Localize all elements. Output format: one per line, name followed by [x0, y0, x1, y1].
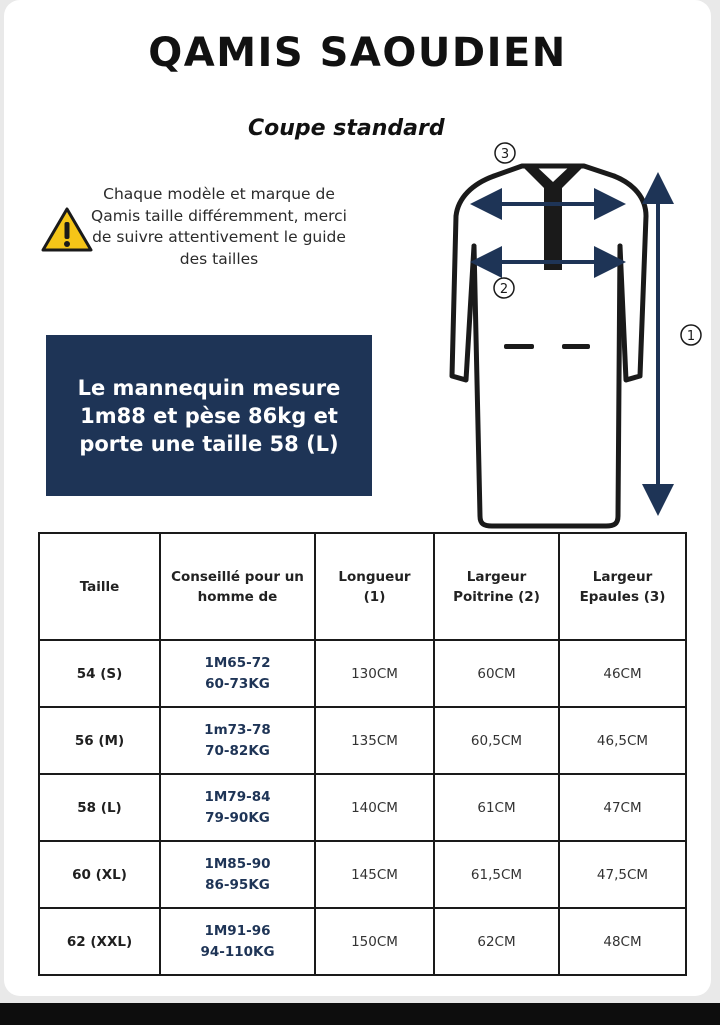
chest-cell: 61CM	[434, 774, 559, 841]
length-cell: 135CM	[315, 707, 434, 774]
sizing-notice: Chaque modèle et marque de Qamis taille différemment, merci de suivre attentivement le guide des tailles	[91, 185, 347, 268]
pocket-right-line	[562, 344, 590, 349]
page-title: QAMIS SAOUDIEN	[148, 30, 567, 76]
shoulders-cell: 47,5CM	[559, 841, 686, 908]
size-guide-card	[4, 0, 711, 996]
collar-placket	[522, 166, 584, 270]
size-cell: 56 (M)	[39, 707, 160, 774]
table-row	[39, 640, 686, 707]
advised-cell: 1m73-78 70-82KG	[160, 707, 315, 774]
shoulders-cell: 46CM	[559, 640, 686, 707]
shoulders-cell: 48CM	[559, 908, 686, 975]
advised-cell: 1M79-84 79-90KG	[160, 774, 315, 841]
size-cell: 62 (XXL)	[39, 908, 160, 975]
table-header-row	[39, 533, 686, 640]
table-row	[39, 774, 686, 841]
svg-text:2: 2	[499, 282, 509, 297]
size-cell: 60 (XL)	[39, 841, 160, 908]
marker-3	[495, 143, 515, 163]
size-chart-table	[38, 532, 687, 976]
bottom-bar	[0, 1003, 720, 1025]
model-info-box	[46, 335, 372, 496]
advised-cell: 1M85-90 86-95KG	[160, 841, 315, 908]
size-cell: 54 (S)	[39, 640, 160, 707]
svg-text:3: 3	[500, 147, 510, 162]
header-shoulders: Largeur Epaules (3)	[559, 533, 686, 640]
qamis-measurement-diagram	[444, 136, 714, 531]
advised-cell: 1M65-72 60-73KG	[160, 640, 315, 707]
header-advised: Conseillé pour un homme de	[160, 533, 315, 640]
header-size: Taille	[39, 533, 160, 640]
size-cell: 58 (L)	[39, 774, 160, 841]
length-cell: 145CM	[315, 841, 434, 908]
chest-cell: 61,5CM	[434, 841, 559, 908]
shoulders-cell: 46,5CM	[559, 707, 686, 774]
advised-cell: 1M91-96 94-110KG	[160, 908, 315, 975]
model-info-text: Le mannequin mesure 1m88 et pèse 86kg et porte une taille 58 (L)	[77, 375, 341, 456]
length-cell: 130CM	[315, 640, 434, 707]
table-row	[39, 841, 686, 908]
chest-cell: 62CM	[434, 908, 559, 975]
table-row	[39, 707, 686, 774]
header-length: Longueur (1)	[315, 533, 434, 640]
length-cell: 140CM	[315, 774, 434, 841]
shoulders-cell: 47CM	[559, 774, 686, 841]
table-row	[39, 908, 686, 975]
marker-1	[681, 325, 701, 345]
header-chest: Largeur Poitrine (2)	[434, 533, 559, 640]
page-subtitle: Coupe standard	[248, 116, 445, 141]
pocket-left-line	[504, 344, 534, 349]
chest-cell: 60,5CM	[434, 707, 559, 774]
marker-2	[494, 278, 514, 298]
length-cell: 150CM	[315, 908, 434, 975]
svg-text:1: 1	[686, 329, 696, 344]
chest-cell: 60CM	[434, 640, 559, 707]
